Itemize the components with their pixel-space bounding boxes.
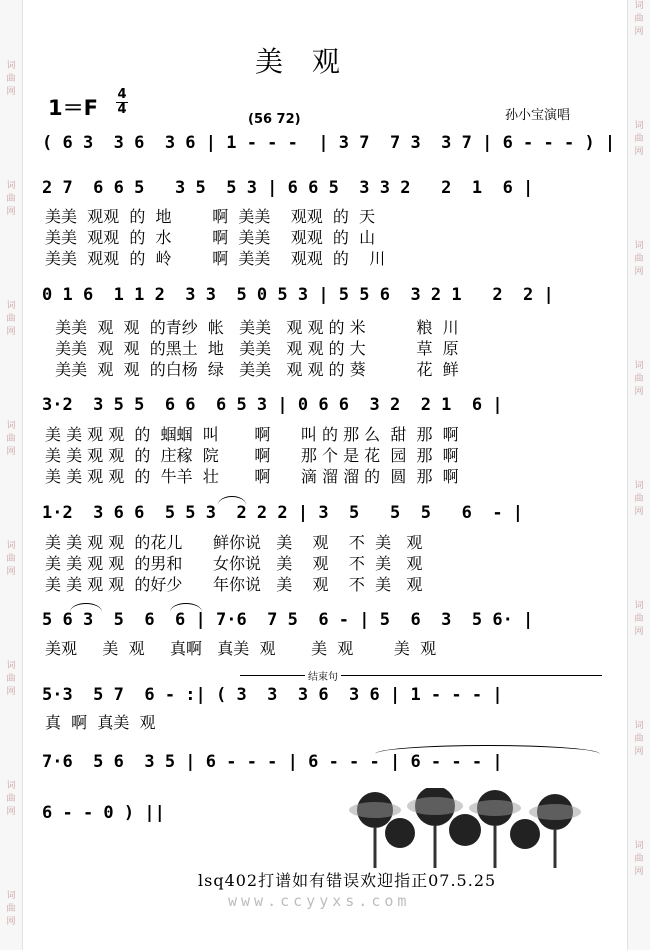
song-title: 美 观 [255,45,350,78]
notation-row: 6 - - 0 ) || [42,803,165,823]
notation-row: ( 6 3 3 6 3 6 | 1 - - - | 3 7 7 3 3 7 | 6 - - - ) | [42,133,616,153]
notation-row: 7·6 5 6 3 5 | 6 - - - | 6 - - - | 6 - - - | [42,752,503,772]
lyric-line: 美 美 观 观 的好少 年你说 美 观 不 美 观 [45,575,423,594]
end-phrase-marker: 结束句 [305,668,341,683]
lyric-line: 美 美 观 观 的 庄稼 院 啊 那 个 是 花 园 那 啊 [45,446,459,465]
right-decorative-strip [627,0,650,950]
side-watermark: 词曲网 [6,891,16,927]
time-signature [116,88,128,117]
notation-row: 3·2 3 5 5 6 6 6 5 3 | 0 6 6 3 2 2 1 6 | [42,395,503,415]
lyric-line: 美 美 观 观 的 牛羊 壮 啊 滴 溜 溜 的 圆 那 啊 [45,467,459,486]
side-watermark: 词曲网 [634,601,644,637]
lyric-line: 美美 观观 的 水 啊 美美 观观 的 山 [45,228,376,247]
lyric-line: 美观 美 观 真啊 真美 观 美 观 美 观 [45,639,437,658]
left-decorative-strip [0,0,23,950]
side-watermark: 词曲网 [634,121,644,157]
side-watermark: 词曲网 [6,61,16,97]
site-watermark: www.ccyyxs.com [228,892,411,910]
notation-row: 2 7 6 6 5 3 5 5 3 | 6 6 5 3 3 2 2 1 6 | [42,178,534,198]
notation-row: 1·2 3 6 6 5 5 3 2 2 2 | 3 5 5 5 6 - | [42,503,524,523]
side-watermark: 词曲网 [634,1,644,37]
time-signature-top: 4 [117,87,127,102]
lyric-line: 美美 观 观 的青纱 帐 美美 观 观 的 米 粮 川 [45,318,459,337]
transcriber-note: lsq402打谱如有错误欢迎指正07.5.25 [198,871,497,890]
end-phrase-line [240,675,602,676]
side-watermark: 词曲网 [634,361,644,397]
side-watermark: 词曲网 [6,181,16,217]
notation-row: 5 6 3 5 6 6 | 7·6 7 5 6 - | 5 6 3 5 6· | [42,610,534,630]
side-watermark: 词曲网 [634,481,644,517]
side-watermark: 词曲网 [634,841,644,877]
lyric-line: 真 啊 真美 观 [45,713,156,732]
lyric-line: 美 美 观 观 的男和 女你说 美 观 不 美 观 [45,554,423,573]
intro-hint: (56 72) [248,112,301,127]
side-watermark: 词曲网 [6,301,16,337]
singer-credit: 孙小宝演唱 [505,108,571,123]
side-watermark: 词曲网 [6,661,16,697]
side-watermark: 词曲网 [634,241,644,277]
notation-row: 0 1 6 1 1 2 3 3 5 0 5 3 | 5 5 6 3 2 1 2 2 | [42,285,554,305]
notation-row: 5·3 5 7 6 - :| ( 3 3 3 6 3 6 | 1 - - - | [42,685,503,705]
lyric-line: 美 美 观 观 的花儿 鲜你说 美 观 不 美 观 [45,533,423,552]
lyric-line: 美 美 观 观 的 蝈蝈 叫 啊 叫 的 那 么 甜 那 啊 [45,425,459,444]
time-signature-bottom: 4 [117,102,127,117]
side-watermark: 词曲网 [6,541,16,577]
lyric-line: 美美 观 观 的黑土 地 美美 观 观 的 大 草 原 [45,339,459,358]
lyric-line: 美美 观 观 的白杨 绿 美美 观 观 的 葵 花 鲜 [45,360,459,379]
key-signature: 1＝F [48,96,98,120]
lyric-line: 美美 观观 的 地 啊 美美 观观 的 天 [45,207,376,226]
side-watermark: 词曲网 [6,781,16,817]
lyric-line: 美美 观观 的 岭 啊 美美 观观 的 川 [45,249,386,268]
side-watermark: 词曲网 [634,721,644,757]
side-watermark: 词曲网 [6,421,16,457]
